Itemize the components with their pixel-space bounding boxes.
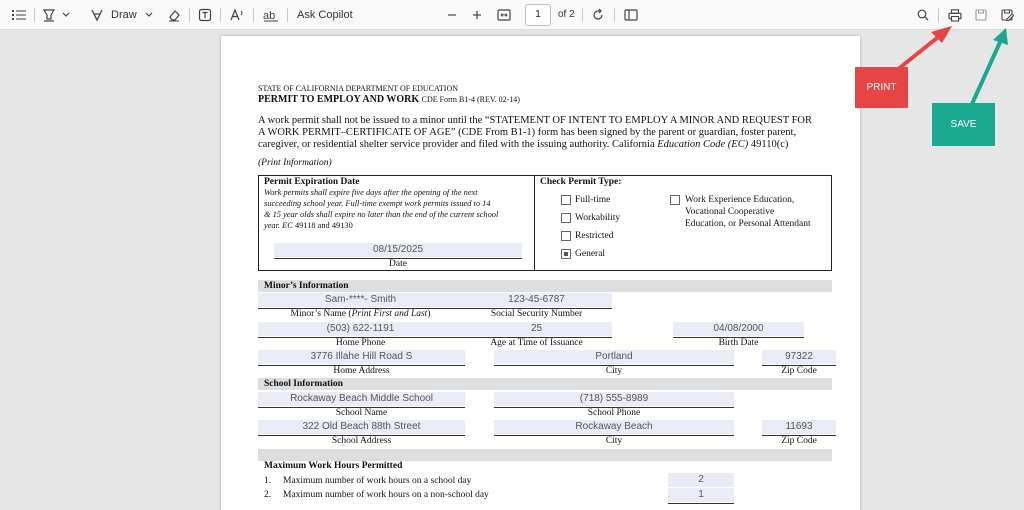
intro-line-3-b: Education Code (EC) [657,139,749,150]
hours-item-1-label: Maximum number of work hours on a school day [283,476,472,486]
form-id: CDE Form B1-4 (REV. 02-14) [421,95,520,104]
school-section-title: School Information [264,379,343,389]
school-name-label: School Name [335,408,388,418]
hours-item-2-label: Maximum number of work hours on a non-school day [283,490,489,500]
birth-date-field[interactable]: 04/08/2000 [673,322,804,336]
draw-label[interactable]: Draw [111,9,137,21]
work-experience-label-2: Vocational Cooperative [685,207,775,217]
home-phone-field[interactable]: (503) 622-1191 [258,322,463,336]
print-information-note: (Print Information) [258,158,332,168]
home-address-field[interactable]: 3776 Illahe Hill Road S [258,350,465,364]
minor-name-label-c: ) [427,309,431,319]
school-address-label: School Address [331,436,392,446]
minor-name-field[interactable]: Sam-****- Smith [258,293,463,307]
school-zip-field[interactable]: 11693 [762,420,836,434]
general-label: General [575,249,606,259]
intro-line-2: A WORK PERMIT–CERTIFICATE OF AGE” (CDE From B1-1) form has been signed by the parent or guardian, foster parent, [258,127,797,138]
hours-item-1-number: 1. [264,476,272,486]
intro-line-3-a: caregiver, or residential shelter service provider and filed with the issuing authority. California [258,139,658,150]
minor-name-label-b: Print First and Last [351,309,428,319]
home-phone-label: Home Phone [335,338,386,348]
school-phone-label: School Phone [587,408,641,418]
full-time-label: Full-time [575,195,611,205]
permit-type-heading: Check Permit Type: [540,177,622,187]
ask-copilot-button[interactable]: Ask Copilot [297,9,353,21]
save-arrow [972,40,1001,104]
minor-section-title: Minor’s Information [264,281,349,291]
school-phone-field[interactable]: (718) 555-8989 [494,392,734,406]
minor-city-label: City [605,366,623,376]
non-school-day-hours-field[interactable]: 1 [668,488,734,502]
minor-zip-label: Zip Code [781,366,817,376]
minor-zip-field[interactable]: 97322 [762,350,836,364]
expiration-note-1: Work permits shall expire five days after the opening of the next [264,188,478,197]
permit-expiration-heading: Permit Expiration Date [264,177,360,187]
intro-line-3-c: 49110(c) [748,139,789,150]
work-experience-label-1: Work Experience Education, [685,195,795,205]
agency-name: STATE OF CALIFORNIA DEPARTMENT OF EDUCATION [258,84,459,93]
ssn-field[interactable]: 123-45-6787 [461,293,612,307]
svg-text:ab: ab [263,10,276,22]
minor-name-label-a: Minor’s Name ( [290,309,352,319]
school-name-field[interactable]: Rockaway Beach Middle School [258,392,465,406]
print-callout: PRINT [855,67,908,108]
work-experience-label-3: Education, or Personal Attendant [685,219,811,229]
expiration-date-field[interactable]: 08/15/2025 [274,243,522,257]
intro-line-1: A work permit shall not be issued to a minor until the “STATEMENT OF INTENT TO EMPLOY A MINOR AND REQUEST FOR [258,115,813,126]
home-address-label: Home Address [333,366,390,376]
school-city-field[interactable]: Rockaway Beach [494,420,734,434]
save-arrow-head [993,28,1008,45]
date-label: Date [389,259,407,269]
school-zip-label: Zip Code [781,436,817,446]
expiration-note-2: succeeding school year. Full-time exempt work permits issued to 14 [264,199,491,208]
work-hours-heading: Maximum Work Hours Permitted [264,461,403,471]
school-day-hours-field[interactable]: 2 [668,473,734,487]
age-field[interactable]: 25 [461,322,612,336]
age-label: Age at Time of Issuance [490,338,583,348]
birth-date-label: Birth Date [718,338,759,348]
minor-city-field[interactable]: Portland [494,350,734,364]
expiration-note-4-b: 49118 and 49130 [292,221,353,230]
school-address-field[interactable]: 322 Old Beach 88th Street [258,420,465,434]
school-city-label: City [605,436,623,446]
ssn-label: Social Security Number [490,309,583,319]
hours-item-2-number: 2. [264,490,272,500]
print-arrow [897,34,942,70]
workability-label: Workability [575,213,621,223]
form-title: PERMIT TO EMPLOY AND WORK [258,94,420,105]
page-total-label: of 2 [558,9,575,20]
expiration-note-4-a: year. EC [264,221,293,230]
expiration-note-3: & 15 year olds shall expire no later than the end of the current school [264,210,499,219]
page-number-input[interactable]: 1 [525,4,551,26]
save-callout: SAVE [932,103,995,146]
restricted-label: Restricted [575,231,614,241]
